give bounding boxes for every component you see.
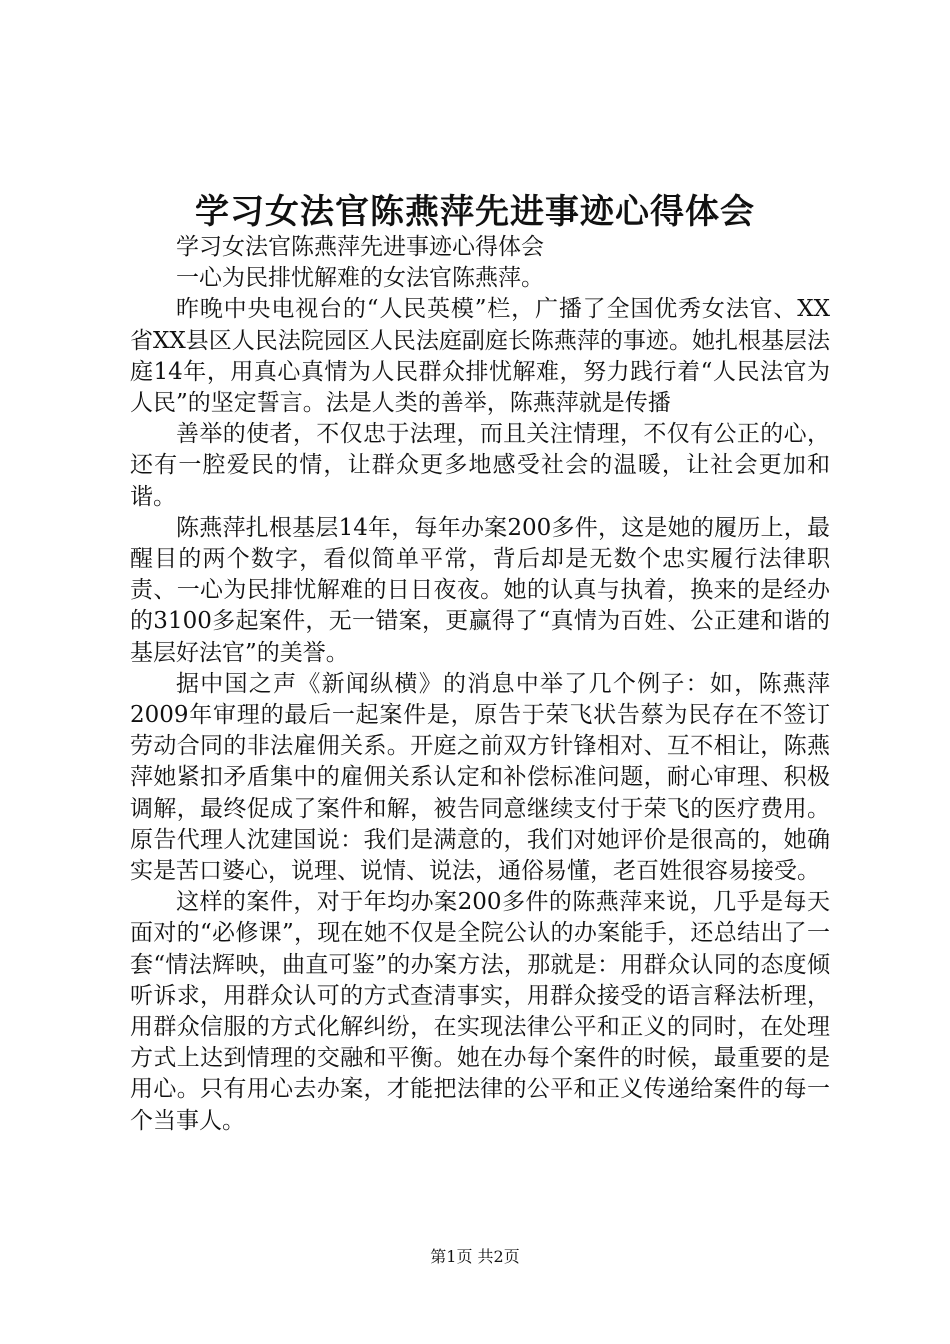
paragraph: 据中国之声《新闻纵横》的消息中举了几个例子：如，陈燕萍2009年审理的最后一起案件是，原告于荣飞状告蔡为民存在不签订劳动合同的非法雇佣关系。开庭之前双方针锋相对、互不相让，陈燕萍她紧扣矛盾集中的雇佣关系认定和补偿标准问题，耐心审理、积极调解，最终促成了案件和解，被告同意继续支付于荣飞的医疗费用。原告代理人沈建国说：我们是满意的，我们对她评价是很高的，她确实是苦口婆心，说理、说情、说法，通俗易懂，老百姓很容易接受。 [130,670,830,885]
document-title: 学习女法官陈燕萍先进事迹心得体会 [195,192,755,232]
paragraph: 一心为民排忧解难的女法官陈燕萍。 [176,265,544,292]
paragraph: 陈燕萍扎根基层14年，每年办案200多件，这是她的履历上，最醒目的两个数字，看似简单平常，背后却是无数个忠实履行法律职责、一心为民排忧解难的日日夜夜。她的认真与执着，换来的是经办的3100多起案件，无一错案，更赢得了“真情为百姓、公正建和谐的基层好法官”的美誉。 [130,514,830,666]
paragraph: 这样的案件，对于年均办案200多件的陈燕萍来说，几乎是每天面对的“必修课”，现在她不仅是全院公认的办案能手，还总结出了一套“情法辉映，曲直可鉴”的办案方法，那就是：用群众认同的态度倾听诉求，用群众认可的方式查清事实，用群众接受的语言释法析理，用群众信服的方式化解纠纷，在实现法律公平和正义的同时，在处理方式上达到情理的交融和平衡。她在办每个案件的时候，最重要的是用心。只有用心去办案，才能把法律的公平和正义传递给案件的每一个当事人。 [130,889,830,1134]
paragraph: 昨晚中央电视台的“人民英模”栏，广播了全国优秀女法官、XX省XX县区人民法院园区人民法庭副庭长陈燕萍的事迹。她扎根基层法庭14年，用真心真情为人民群众排忧解难，努力践行着“人民法官为人民”的坚定誓言。法是人类的善举，陈燕萍就是传播 [130,296,830,417]
page-footer: 第1页 共2页 [430,1247,520,1266]
document-body [130,232,830,1137]
paragraph: 学习女法官陈燕萍先进事迹心得体会 [176,234,544,260]
paragraph: 善举的使者，不仅忠于法理，而且关注情理，不仅有公正的心，还有一腔爱民的情，让群众更多地感受社会的温暖，让社会更加和谐。 [130,421,830,510]
